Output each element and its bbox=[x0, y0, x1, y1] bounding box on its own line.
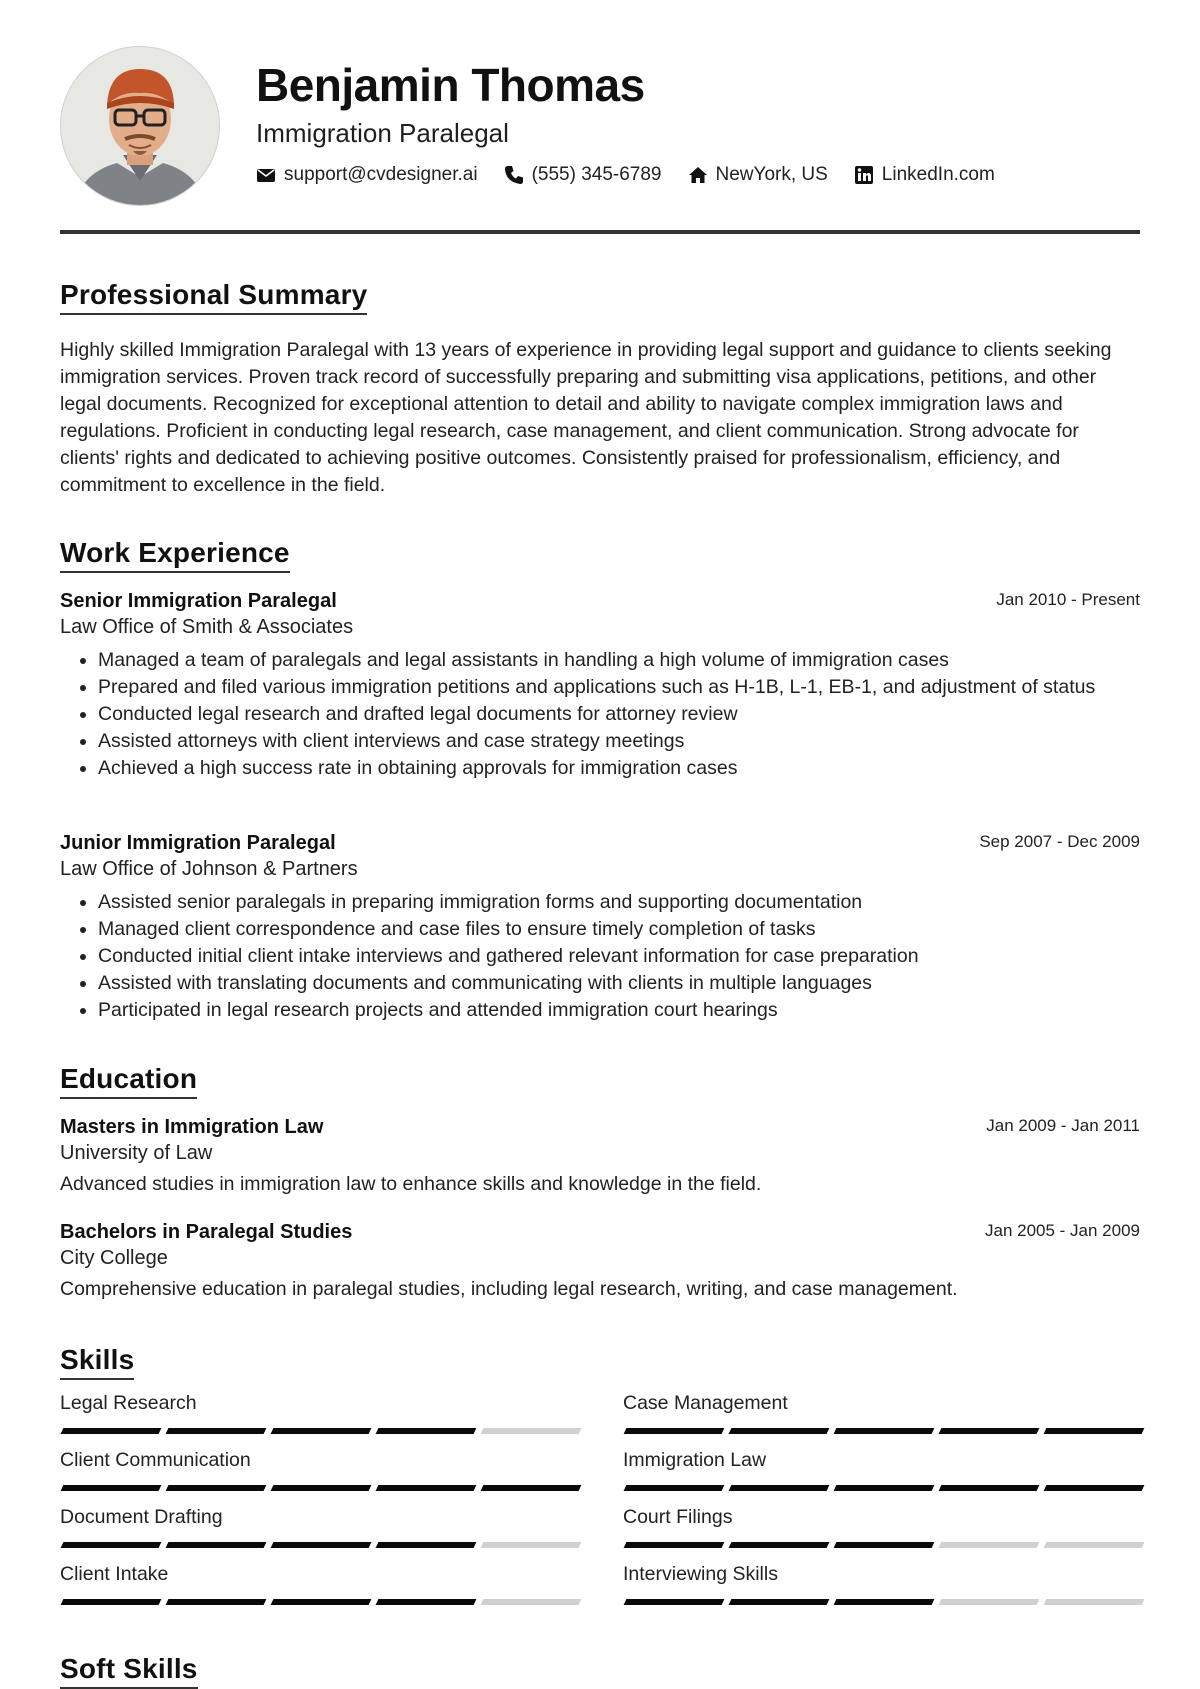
education-heading: Education bbox=[60, 1063, 197, 1099]
skills-heading: Skills bbox=[60, 1344, 134, 1380]
job-bullet: • Participated in legal research projects and attended immigration court hearings bbox=[98, 997, 1140, 1024]
skill-level-segment-filled bbox=[624, 1599, 725, 1605]
avatar bbox=[60, 46, 220, 206]
skill-name: Court Filings bbox=[623, 1506, 733, 1528]
skill-level-segment-filled bbox=[271, 1542, 372, 1548]
skill-item bbox=[60, 1392, 576, 1415]
skill-level-segment-filled bbox=[481, 1485, 582, 1491]
skill-level-segment-filled bbox=[1044, 1485, 1145, 1491]
profile-photo bbox=[61, 47, 219, 205]
skill-level-segment-filled bbox=[939, 1485, 1040, 1491]
job-entry bbox=[60, 832, 1140, 1024]
experience-heading: Work Experience bbox=[60, 537, 290, 573]
phone-icon bbox=[504, 165, 524, 185]
skill-level-bar bbox=[625, 1542, 1150, 1548]
job-bullet: • Managed client correspondence and case files to ensure timely completion of tasks bbox=[98, 916, 1140, 943]
contact-linkedin[interactable] bbox=[854, 164, 995, 186]
job-company: Law Office of Johnson & Partners bbox=[60, 858, 358, 880]
job-bullet: • Assisted attorneys with client interviews and case strategy meetings bbox=[98, 728, 1140, 755]
skill-level-segment-filled bbox=[729, 1428, 830, 1434]
linkedin-text: LinkedIn.com bbox=[881, 164, 995, 185]
phone-text: (555) 345-6789 bbox=[531, 164, 662, 185]
skill-level-segment-filled bbox=[834, 1542, 935, 1548]
resume-header bbox=[60, 46, 1140, 206]
job-bullet: • Assisted senior paralegals in preparing immigration forms and supporting documentation bbox=[98, 889, 1140, 916]
skill-level-segment-filled bbox=[729, 1599, 830, 1605]
skill-level-bar bbox=[625, 1485, 1150, 1491]
skill-level-bar bbox=[625, 1599, 1150, 1605]
job-company: Law Office of Smith & Associates bbox=[60, 616, 354, 638]
education-dates: Jan 2005 - Jan 2009 bbox=[984, 1221, 1140, 1240]
skill-level-bar bbox=[62, 1542, 587, 1548]
header-divider bbox=[60, 230, 1140, 234]
email-text: support@cvdesigner.ai bbox=[284, 164, 478, 185]
skill-level-segment-empty bbox=[1044, 1599, 1145, 1605]
job-bullet: • Managed a team of paralegals and legal assistants in handling a high volume of immigration cases bbox=[98, 647, 1140, 674]
skill-name: Document Drafting bbox=[60, 1506, 223, 1528]
skill-level-segment-filled bbox=[939, 1428, 1040, 1434]
skill-level-segment-filled bbox=[729, 1542, 830, 1548]
skill-name: Client Intake bbox=[60, 1563, 169, 1585]
job-dates: Sep 2007 - Dec 2009 bbox=[979, 832, 1140, 851]
contact-row bbox=[256, 164, 1021, 186]
candidate-name: Benjamin Thomas bbox=[256, 59, 645, 111]
school-name: University of Law bbox=[60, 1142, 213, 1164]
skill-name: Legal Research bbox=[60, 1392, 197, 1414]
education-entry bbox=[60, 1221, 1140, 1301]
skill-name: Immigration Law bbox=[623, 1449, 767, 1471]
skill-level-segment-filled bbox=[834, 1599, 935, 1605]
skill-level-segment-filled bbox=[834, 1485, 935, 1491]
degree-name: Bachelors in Paralegal Studies bbox=[60, 1221, 353, 1243]
skill-level-segment-filled bbox=[271, 1428, 372, 1434]
skill-item bbox=[623, 1449, 1139, 1472]
skill-level-segment-filled bbox=[166, 1428, 267, 1434]
summary-text: Highly skilled Immigration Paralegal with 13 years of experience in providing legal support and guidance to clients seeking immigration services. Proven track record of successfully preparing and submitting visa applications, petitions, and other legal documents. Recognized for exceptional attention to detail and ability to navigate complex immigration laws and regulations. Proficient in conducting legal research, case management, and client communication. Strong advocate for clients' rights and dedicated to achieving positive outcomes. Consistently praised for professionalism, efficiency, and commitment to excellence in the field. bbox=[60, 339, 1112, 496]
home-icon bbox=[688, 165, 708, 185]
skill-name: Client Communication bbox=[60, 1449, 251, 1471]
skill-item bbox=[623, 1506, 1139, 1529]
contact-email[interactable] bbox=[256, 164, 478, 186]
skill-level-segment-filled bbox=[834, 1428, 935, 1434]
job-bullet: • Prepared and filed various immigration petitions and applications such as H-1B, L-1, EB-1, and adjustment of status bbox=[98, 674, 1140, 701]
skill-level-bar bbox=[62, 1599, 587, 1605]
job-entry bbox=[60, 590, 1140, 782]
skill-name: Interviewing Skills bbox=[623, 1563, 778, 1585]
job-bullet: • Achieved a high success rate in obtaining approvals for immigration cases bbox=[98, 755, 1140, 782]
skill-level-segment-filled bbox=[61, 1599, 162, 1605]
skill-level-segment-filled bbox=[166, 1599, 267, 1605]
skill-level-segment-filled bbox=[729, 1485, 830, 1491]
skill-item bbox=[60, 1506, 576, 1529]
skill-level-segment-filled bbox=[271, 1485, 372, 1491]
education-description: Advanced studies in immigration law to enhance skills and knowledge in the field. bbox=[60, 1173, 762, 1195]
skill-level-segment-empty bbox=[939, 1599, 1040, 1605]
skill-item bbox=[623, 1392, 1139, 1415]
skill-level-segment-filled bbox=[271, 1599, 372, 1605]
job-bullets bbox=[60, 647, 1140, 782]
skill-level-segment-empty bbox=[481, 1542, 582, 1548]
skill-level-bar bbox=[62, 1485, 587, 1491]
job-bullet: • Assisted with translating documents and communicating with clients in multiple languages bbox=[98, 970, 1140, 997]
candidate-title: Immigration Paralegal bbox=[256, 118, 509, 148]
skill-level-segment-filled bbox=[1044, 1428, 1145, 1434]
skill-level-segment-filled bbox=[376, 1485, 477, 1491]
skill-level-segment-filled bbox=[376, 1542, 477, 1548]
job-dates: Jan 2010 - Present bbox=[996, 590, 1140, 609]
job-bullets bbox=[60, 889, 1140, 1024]
skill-level-segment-filled bbox=[624, 1428, 725, 1434]
degree-name: Masters in Immigration Law bbox=[60, 1116, 324, 1138]
job-role: Junior Immigration Paralegal bbox=[60, 832, 336, 854]
job-bullet: • Conducted legal research and drafted legal documents for attorney review bbox=[98, 701, 1140, 728]
skill-level-bar bbox=[62, 1428, 587, 1434]
skill-item bbox=[60, 1563, 576, 1586]
skill-item bbox=[623, 1563, 1139, 1586]
skill-level-segment-empty bbox=[481, 1599, 582, 1605]
education-dates: Jan 2009 - Jan 2011 bbox=[986, 1116, 1140, 1135]
contact-location bbox=[688, 164, 828, 186]
job-bullet: • Conducted initial client intake interviews and gathered relevant information for case preparation bbox=[98, 943, 1140, 970]
skill-level-segment-filled bbox=[376, 1428, 477, 1434]
skill-level-segment-empty bbox=[939, 1542, 1040, 1548]
skill-level-segment-filled bbox=[624, 1485, 725, 1491]
education-description: Comprehensive education in paralegal studies, including legal research, writing, and case management. bbox=[60, 1278, 958, 1300]
skill-level-segment-filled bbox=[166, 1485, 267, 1491]
contact-phone[interactable] bbox=[504, 164, 662, 186]
summary-heading: Professional Summary bbox=[60, 279, 367, 315]
skill-item bbox=[60, 1449, 576, 1472]
skill-level-segment-filled bbox=[61, 1485, 162, 1491]
skill-level-bar bbox=[625, 1428, 1150, 1434]
school-name: City College bbox=[60, 1247, 168, 1269]
education-entry bbox=[60, 1116, 1140, 1196]
envelope-icon bbox=[256, 165, 276, 185]
skill-level-segment-filled bbox=[61, 1428, 162, 1434]
soft-skills-heading: Soft Skills bbox=[60, 1653, 198, 1689]
linkedin-icon bbox=[854, 165, 874, 185]
skill-level-segment-filled bbox=[61, 1542, 162, 1548]
skill-level-segment-filled bbox=[376, 1599, 477, 1605]
skill-name: Case Management bbox=[623, 1392, 788, 1414]
skill-level-segment-filled bbox=[624, 1542, 725, 1548]
job-role: Senior Immigration Paralegal bbox=[60, 590, 337, 612]
location-text: NewYork, US bbox=[715, 164, 828, 185]
skill-level-segment-empty bbox=[481, 1428, 582, 1434]
skill-level-segment-empty bbox=[1044, 1542, 1145, 1548]
skill-level-segment-filled bbox=[166, 1542, 267, 1548]
